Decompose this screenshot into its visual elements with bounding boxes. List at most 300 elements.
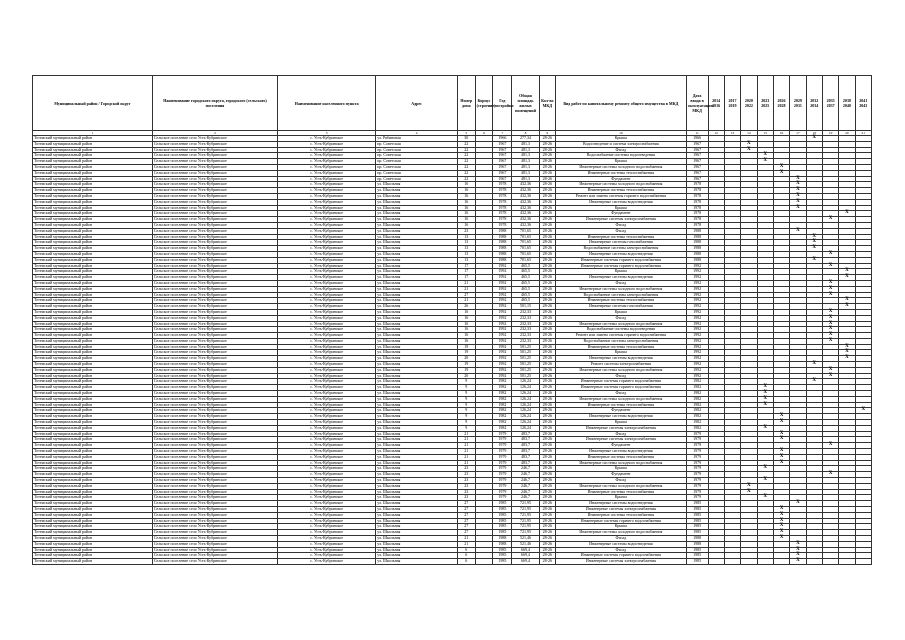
house-cell: 21 bbox=[457, 437, 475, 443]
period-mark-cell: X bbox=[806, 257, 822, 263]
column-header: 2038 2040 bbox=[839, 76, 855, 131]
area-cell: 246,7 bbox=[512, 466, 539, 472]
house-cell: 20 bbox=[457, 373, 475, 379]
district-cell: Тотемский муниципальный район bbox=[33, 547, 153, 553]
work-type-cell: Инженерные системы теплоснабжения bbox=[555, 188, 686, 194]
house-cell: 9 bbox=[457, 414, 475, 420]
work-type-cell: Фасад bbox=[555, 535, 686, 541]
area-cell: 432,36 bbox=[512, 193, 539, 199]
house-cell: 9 bbox=[457, 425, 475, 431]
work-type-cell: Инженерные системы теплоснабжения bbox=[555, 344, 686, 350]
year-cell: 1978 bbox=[493, 217, 512, 223]
locality-cell: с. Усть-Кубринское bbox=[278, 344, 376, 350]
street-cell: пр. Советская bbox=[376, 141, 458, 147]
house-cell: 21 bbox=[457, 286, 475, 292]
area-cell: 481,3 bbox=[512, 153, 539, 159]
locality-cell: с. Усть-Кубринское bbox=[278, 251, 376, 257]
period-mark-cell: X bbox=[790, 547, 806, 553]
work-type-cell: Инженерные системы электроснабжения bbox=[555, 507, 686, 513]
settlement-cell: Сельское поселение село Усть-Кубринское bbox=[152, 211, 277, 217]
commission-cell: 1967 bbox=[686, 153, 708, 159]
street-cell: пр. Советская bbox=[376, 153, 458, 159]
mkd-cell: 28-26 bbox=[539, 472, 555, 478]
work-type-cell: Фасад bbox=[555, 547, 686, 553]
mkd-cell: 28-26 bbox=[539, 205, 555, 211]
street-cell: ул. Школьная bbox=[376, 234, 458, 240]
period-mark-cell: X bbox=[822, 292, 838, 298]
area-cell: 432,36 bbox=[512, 182, 539, 188]
mkd-cell: 28-26 bbox=[539, 176, 555, 182]
area-cell: 701,65 bbox=[512, 228, 539, 234]
locality-cell: с. Усть-Кубринское bbox=[278, 205, 376, 211]
area-cell: 232,33 bbox=[512, 315, 539, 321]
district-cell: Тотемский муниципальный район bbox=[33, 512, 153, 518]
year-cell: 1982 bbox=[493, 408, 512, 414]
street-cell: ул. Школьная bbox=[376, 193, 458, 199]
locality-cell: с. Усть-Кубринское bbox=[278, 321, 376, 327]
area-cell: 669,4 bbox=[512, 547, 539, 553]
house-cell: 13 bbox=[457, 234, 475, 240]
area-cell: 481,3 bbox=[512, 159, 539, 165]
work-type-cell: Инженерные системы холодного водоснабжения bbox=[555, 460, 686, 466]
period-mark-cell: X bbox=[822, 263, 838, 269]
settlement-cell: Сельское поселение село Усть-Кубринское bbox=[152, 199, 277, 205]
work-type-cell: Инженерные системы водоотведения bbox=[555, 199, 686, 205]
locality-cell: с. Усть-Кубринское bbox=[278, 420, 376, 426]
mkd-cell: 28-26 bbox=[539, 344, 555, 350]
settlement-cell: Сельское поселение село Усть-Кубринское bbox=[152, 344, 277, 350]
locality-cell: с. Усть-Кубринское bbox=[278, 402, 376, 408]
street-cell: ул. Школьная bbox=[376, 321, 458, 327]
year-cell: 1979 bbox=[493, 466, 512, 472]
locality-cell: с. Усть-Кубринское bbox=[278, 535, 376, 541]
work-type-cell: Инженерные системы водоотведения bbox=[555, 449, 686, 455]
locality-cell: с. Усть-Кубринское bbox=[278, 211, 376, 217]
year-cell: 1967 bbox=[493, 176, 512, 182]
settlement-cell: Сельское поселение село Усть-Кубринское bbox=[152, 333, 277, 339]
settlement-cell: Сельское поселение село Усть-Кубринское bbox=[152, 338, 277, 344]
street-cell: ул. Школьная bbox=[376, 425, 458, 431]
area-cell: 465,5 bbox=[512, 269, 539, 275]
district-cell: Тотемский муниципальный район bbox=[33, 391, 153, 397]
district-cell: Тотемский муниципальный район bbox=[33, 478, 153, 484]
commission-cell: 1985 bbox=[686, 524, 708, 530]
settlement-cell: Сельское поселение село Усть-Кубринское bbox=[152, 257, 277, 263]
commission-cell: 1992 bbox=[686, 338, 708, 344]
year-cell: 1988 bbox=[493, 228, 512, 234]
locality-cell: с. Усть-Кубринское bbox=[278, 553, 376, 559]
mkd-cell: 28-26 bbox=[539, 333, 555, 339]
settlement-cell: Сельское поселение село Усть-Кубринское bbox=[152, 228, 277, 234]
house-cell: 22 bbox=[457, 153, 475, 159]
mkd-cell: 28-26 bbox=[539, 182, 555, 188]
area-cell: 701,65 bbox=[512, 246, 539, 252]
column-number: 15 bbox=[757, 131, 773, 136]
period-mark-cell: X bbox=[757, 466, 773, 472]
locality-cell: с. Усть-Кубринское bbox=[278, 298, 376, 304]
settlement-cell: Сельское поселение село Усть-Кубринское bbox=[152, 263, 277, 269]
locality-cell: с. Усть-Кубринское bbox=[278, 199, 376, 205]
settlement-cell: Сельское поселение село Усть-Кубринское bbox=[152, 402, 277, 408]
district-cell: Тотемский муниципальный район bbox=[33, 507, 153, 513]
work-type-cell: Инженерные системы теплоснабжения bbox=[555, 489, 686, 495]
period-mark-cell: X bbox=[822, 315, 838, 321]
settlement-cell: Сельское поселение село Усть-Кубринское bbox=[152, 559, 277, 565]
commission-cell: 1992 bbox=[686, 327, 708, 333]
street-cell: ул. Школьная bbox=[376, 269, 458, 275]
work-type-cell: Фасад bbox=[555, 478, 686, 484]
settlement-cell: Сельское поселение село Усть-Кубринское bbox=[152, 431, 277, 437]
area-cell: 721,95 bbox=[512, 524, 539, 530]
year-cell: 1978 bbox=[493, 205, 512, 211]
locality-cell: с. Усть-Кубринское bbox=[278, 518, 376, 524]
street-cell: пр. Советская bbox=[376, 164, 458, 170]
commission-cell: 1992 bbox=[686, 367, 708, 373]
work-type-cell: Фундамент bbox=[555, 472, 686, 478]
period-mark-cell: X bbox=[741, 141, 757, 147]
locality-cell: с. Усть-Кубринское bbox=[278, 391, 376, 397]
mkd-cell: 28-26 bbox=[539, 367, 555, 373]
street-cell: ул. Школьная bbox=[376, 385, 458, 391]
mkd-cell: 28-26 bbox=[539, 449, 555, 455]
year-cell: 1992 bbox=[493, 338, 512, 344]
district-cell: Тотемский муниципальный район bbox=[33, 147, 153, 153]
work-type-cell: Фасад bbox=[555, 222, 686, 228]
year-cell: 1985 bbox=[493, 507, 512, 513]
work-type-cell: Инженерные системы электроснабжения bbox=[555, 559, 686, 565]
year-cell: 1982 bbox=[493, 391, 512, 397]
period-mark-cell bbox=[822, 559, 838, 565]
period-mark-cell: X bbox=[757, 396, 773, 402]
column-number: 18 bbox=[806, 131, 822, 136]
column-header: Корпус (строение) bbox=[475, 76, 493, 131]
commission-cell: 1966 bbox=[686, 136, 708, 142]
work-type-cell: Инженерные системы теплоснабжения bbox=[555, 454, 686, 460]
house-cell: 9 bbox=[457, 402, 475, 408]
house-cell: 26 bbox=[457, 304, 475, 310]
street-cell: ул. Школьная bbox=[376, 408, 458, 414]
mkd-cell: 28-26 bbox=[539, 228, 555, 234]
house-cell: 9 bbox=[457, 391, 475, 397]
mkd-cell: 28-26 bbox=[539, 327, 555, 333]
street-cell: ул. Школьная bbox=[376, 501, 458, 507]
year-cell: 1982 bbox=[493, 402, 512, 408]
commission-cell: 1985 bbox=[686, 512, 708, 518]
district-cell: Тотемский муниципальный район bbox=[33, 217, 153, 223]
locality-cell: с. Усть-Кубринское bbox=[278, 182, 376, 188]
district-cell: Тотемский муниципальный район bbox=[33, 280, 153, 286]
street-cell: ул. Школьная bbox=[376, 292, 458, 298]
mkd-cell: 28-26 bbox=[539, 507, 555, 513]
settlement-cell: Сельское поселение село Усть-Кубринское bbox=[152, 460, 277, 466]
house-cell: 27 bbox=[457, 507, 475, 513]
commission-cell: 1982 bbox=[686, 402, 708, 408]
year-cell: 1985 bbox=[493, 501, 512, 507]
area-cell: 501,15 bbox=[512, 304, 539, 310]
column-header: 2035 2037 bbox=[822, 76, 838, 131]
mkd-cell: 28-26 bbox=[539, 501, 555, 507]
settlement-cell: Сельское поселение село Усть-Кубринское bbox=[152, 478, 277, 484]
district-cell: Тотемский муниципальный район bbox=[33, 559, 153, 565]
house-cell: 27 bbox=[457, 518, 475, 524]
district-cell: Тотемский муниципальный район bbox=[33, 251, 153, 257]
mkd-cell: 28-26 bbox=[539, 396, 555, 402]
area-cell: 501,25 bbox=[512, 362, 539, 368]
column-header: Наименование населенного пункта bbox=[278, 76, 376, 131]
locality-cell: с. Усть-Кубринское bbox=[278, 327, 376, 333]
district-cell: Тотемский муниципальный район bbox=[33, 425, 153, 431]
column-number: 5 bbox=[457, 131, 475, 136]
locality-cell: с. Усть-Кубринское bbox=[278, 530, 376, 536]
commission-cell: 1985 bbox=[686, 547, 708, 553]
mkd-cell: 28-26 bbox=[539, 391, 555, 397]
street-cell: ул. Школьная bbox=[376, 391, 458, 397]
mkd-cell: 28-26 bbox=[539, 350, 555, 356]
work-type-cell: Фундамент bbox=[555, 176, 686, 182]
work-type-cell: Водоснабжение системы электроснабжения bbox=[555, 292, 686, 298]
area-cell: 232,33 bbox=[512, 338, 539, 344]
mkd-cell: 28-26 bbox=[539, 188, 555, 194]
commission-cell: 1978 bbox=[686, 217, 708, 223]
period-mark-cell: X bbox=[773, 454, 789, 460]
locality-cell: с. Усть-Кубринское bbox=[278, 414, 376, 420]
district-cell: Тотемский муниципальный район bbox=[33, 489, 153, 495]
year-cell: 1982 bbox=[493, 379, 512, 385]
mkd-cell: 28-26 bbox=[539, 420, 555, 426]
year-cell: 1992 bbox=[493, 298, 512, 304]
settlement-cell: Сельское поселение село Усть-Кубринское bbox=[152, 321, 277, 327]
building-cell bbox=[475, 559, 493, 565]
street-cell: ул. Школьная bbox=[376, 547, 458, 553]
mkd-cell: 28-26 bbox=[539, 159, 555, 165]
locality-cell: с. Усть-Кубринское bbox=[278, 524, 376, 530]
area-cell: 669,4 bbox=[512, 559, 539, 565]
work-type-cell: Инженерные системы теплоснабжения bbox=[555, 234, 686, 240]
area-cell: 465,5 bbox=[512, 286, 539, 292]
settlement-cell: Сельское поселение село Усть-Кубринское bbox=[152, 414, 277, 420]
area-cell: 483,7 bbox=[512, 454, 539, 460]
settlement-cell: Сельское поселение село Усть-Кубринское bbox=[152, 518, 277, 524]
commission-cell: 1992 bbox=[686, 356, 708, 362]
year-cell: 1988 bbox=[493, 257, 512, 263]
commission-cell: 1988 bbox=[686, 257, 708, 263]
period-mark-cell: X bbox=[806, 362, 822, 368]
area-cell: 501,25 bbox=[512, 344, 539, 350]
settlement-cell: Сельское поселение село Усть-Кубринское bbox=[152, 362, 277, 368]
area-cell: 126,24 bbox=[512, 391, 539, 397]
work-type-cell: Крыша bbox=[555, 466, 686, 472]
locality-cell: с. Усть-Кубринское bbox=[278, 425, 376, 431]
year-cell: 1992 bbox=[493, 280, 512, 286]
street-cell: ул. Школьная bbox=[376, 414, 458, 420]
house-cell: 21 bbox=[457, 535, 475, 541]
settlement-cell: Сельское поселение село Усть-Кубринское bbox=[152, 489, 277, 495]
period-mark-cell: X bbox=[741, 483, 757, 489]
house-cell: 27 bbox=[457, 501, 475, 507]
locality-cell: с. Усть-Кубринское bbox=[278, 333, 376, 339]
period-mark-cell: X bbox=[822, 321, 838, 327]
street-cell: пр. Советская bbox=[376, 176, 458, 182]
work-type-cell: Крыша bbox=[555, 309, 686, 315]
mkd-cell: 28-26 bbox=[539, 246, 555, 252]
locality-cell: с. Усть-Кубринское bbox=[278, 292, 376, 298]
commission-cell: 1967 bbox=[686, 164, 708, 170]
house-cell: 27 bbox=[457, 524, 475, 530]
mkd-cell: 28-26 bbox=[539, 147, 555, 153]
settlement-cell: Сельское поселение село Усть-Кубринское bbox=[152, 240, 277, 246]
settlement-cell: Сельское поселение село Усть-Кубринское bbox=[152, 507, 277, 513]
locality-cell: с. Усть-Кубринское bbox=[278, 466, 376, 472]
commission-cell: 1985 bbox=[686, 507, 708, 513]
column-number: 11 bbox=[686, 131, 708, 136]
year-cell: 1967 bbox=[493, 147, 512, 153]
work-type-cell: Крыша bbox=[555, 350, 686, 356]
district-cell: Тотемский муниципальный район bbox=[33, 367, 153, 373]
locality-cell: с. Усть-Кубринское bbox=[278, 257, 376, 263]
mkd-cell: 28-26 bbox=[539, 280, 555, 286]
house-cell: 16 bbox=[457, 211, 475, 217]
locality-cell: с. Усть-Кубринское bbox=[278, 385, 376, 391]
work-type-cell: Крыша bbox=[555, 420, 686, 426]
mkd-cell: 28-26 bbox=[539, 541, 555, 547]
area-cell: 465,5 bbox=[512, 280, 539, 286]
year-cell: 1982 bbox=[493, 425, 512, 431]
column-header: Кол-во МКД bbox=[539, 76, 555, 131]
district-cell: Тотемский муниципальный район bbox=[33, 176, 153, 182]
year-cell: 1985 bbox=[493, 524, 512, 530]
area-cell: 481,3 bbox=[512, 170, 539, 176]
house-cell: 21 bbox=[457, 431, 475, 437]
year-cell: 1979 bbox=[493, 449, 512, 455]
area-cell: 126,24 bbox=[512, 408, 539, 414]
house-cell: 16 bbox=[457, 327, 475, 333]
locality-cell: с. Усть-Кубринское bbox=[278, 315, 376, 321]
work-type-cell: Инженерные системы электроснабжения bbox=[555, 425, 686, 431]
street-cell: ул. Школьная bbox=[376, 489, 458, 495]
work-type-cell: Инженерные системы горячего водоснабжения bbox=[555, 518, 686, 524]
street-cell: ул. Школьная bbox=[376, 530, 458, 536]
year-cell: 1992 bbox=[493, 292, 512, 298]
period-mark-cell: X bbox=[773, 170, 789, 176]
locality-cell: с. Усть-Кубринское bbox=[278, 280, 376, 286]
commission-cell: 1992 bbox=[686, 298, 708, 304]
column-header: Номер дома bbox=[457, 76, 475, 131]
locality-cell: с. Усть-Кубринское bbox=[278, 350, 376, 356]
commission-cell: 1992 bbox=[686, 309, 708, 315]
street-cell: ул. Школьная bbox=[376, 443, 458, 449]
commission-cell: 1992 bbox=[686, 286, 708, 292]
settlement-cell: Сельское поселение село Усть-Кубринское bbox=[152, 512, 277, 518]
district-cell: Тотемский муниципальный район bbox=[33, 338, 153, 344]
period-mark-cell: X bbox=[790, 541, 806, 547]
work-type-cell: Инженерные системы холодного водоснабжения bbox=[555, 321, 686, 327]
mkd-cell: 28-26 bbox=[539, 269, 555, 275]
area-cell: 701,65 bbox=[512, 240, 539, 246]
house-cell: 16 bbox=[457, 205, 475, 211]
commission-cell: 1967 bbox=[686, 141, 708, 147]
period-mark-cell: X bbox=[773, 507, 789, 513]
period-mark-cell: X bbox=[822, 327, 838, 333]
house-cell: 27 bbox=[457, 292, 475, 298]
district-cell: Тотемский муниципальный район bbox=[33, 153, 153, 159]
locality-cell: с. Усть-Кубринское bbox=[278, 286, 376, 292]
street-cell: ул. Школьная bbox=[376, 431, 458, 437]
area-cell: 432,36 bbox=[512, 199, 539, 205]
street-cell: ул. Школьная bbox=[376, 309, 458, 315]
period-mark-cell: X bbox=[773, 524, 789, 530]
period-mark-cell: X bbox=[773, 437, 789, 443]
table-row bbox=[33, 559, 872, 565]
locality-cell: с. Усть-Кубринское bbox=[278, 431, 376, 437]
mkd-cell: 28-26 bbox=[539, 309, 555, 315]
commission-cell: 1985 bbox=[686, 559, 708, 565]
year-cell: 1979 bbox=[493, 483, 512, 489]
mkd-cell: 28-26 bbox=[539, 437, 555, 443]
mkd-cell: 28-26 bbox=[539, 338, 555, 344]
period-mark-cell: X bbox=[806, 379, 822, 385]
area-cell: 232,33 bbox=[512, 309, 539, 315]
mkd-cell: 28-26 bbox=[539, 512, 555, 518]
period-mark-cell: X bbox=[757, 402, 773, 408]
house-cell: 19 bbox=[457, 344, 475, 350]
street-cell: ул. Школьная bbox=[376, 379, 458, 385]
locality-cell: с. Усть-Кубринское bbox=[278, 472, 376, 478]
work-type-cell: Инженерные системы холодного водоснабжения bbox=[555, 182, 686, 188]
work-type-cell: Инженерные системы водоотведения bbox=[555, 275, 686, 281]
year-cell: 1992 bbox=[493, 269, 512, 275]
commission-cell: 1992 bbox=[686, 362, 708, 368]
locality-cell: с. Усть-Кубринское bbox=[278, 228, 376, 234]
mkd-cell: 28-26 bbox=[539, 211, 555, 217]
district-cell: Тотемский муниципальный район bbox=[33, 292, 153, 298]
mkd-cell: 28-26 bbox=[539, 257, 555, 263]
year-cell: 1992 bbox=[493, 350, 512, 356]
area-cell: 483,7 bbox=[512, 443, 539, 449]
year-cell: 1992 bbox=[493, 362, 512, 368]
locality-cell: с. Усть-Кубринское bbox=[278, 437, 376, 443]
year-cell: 1967 bbox=[493, 141, 512, 147]
period-mark-cell: X bbox=[790, 182, 806, 188]
commission-cell: 1988 bbox=[686, 234, 708, 240]
house-cell: 16 bbox=[457, 309, 475, 315]
commission-cell: 1985 bbox=[686, 518, 708, 524]
work-type-cell: Инженерные системы холодного водоснабжения bbox=[555, 396, 686, 402]
commission-cell: 1979 bbox=[686, 449, 708, 455]
period-mark-cell: X bbox=[773, 512, 789, 518]
mkd-cell: 28-26 bbox=[539, 454, 555, 460]
house-cell: 16 bbox=[457, 188, 475, 194]
commission-cell: 1992 bbox=[686, 333, 708, 339]
settlement-cell: Сельское поселение село Усть-Кубринское bbox=[152, 327, 277, 333]
district-cell: Тотемский муниципальный район bbox=[33, 234, 153, 240]
period-mark-cell: X bbox=[757, 385, 773, 391]
house-cell: 23 bbox=[457, 466, 475, 472]
house-cell: 17 bbox=[457, 269, 475, 275]
year-cell: 1967 bbox=[493, 170, 512, 176]
settlement-cell: Сельское поселение село Усть-Кубринское bbox=[152, 553, 277, 559]
work-type-cell: Инженерные системы горячего водоснабжения bbox=[555, 553, 686, 559]
period-mark-cell bbox=[741, 559, 757, 565]
period-mark-cell: X bbox=[790, 553, 806, 559]
area-cell: 701,65 bbox=[512, 251, 539, 257]
work-type-cell: Фасад bbox=[555, 431, 686, 437]
column-header: Муниципальный район / Городской округ bbox=[33, 76, 153, 131]
district-cell: Тотемский муниципальный район bbox=[33, 269, 153, 275]
mkd-cell: 28-26 bbox=[539, 460, 555, 466]
street-cell: ул. Школьная bbox=[376, 327, 458, 333]
district-cell: Тотемский муниципальный район bbox=[33, 396, 153, 402]
period-mark-cell: X bbox=[790, 501, 806, 507]
